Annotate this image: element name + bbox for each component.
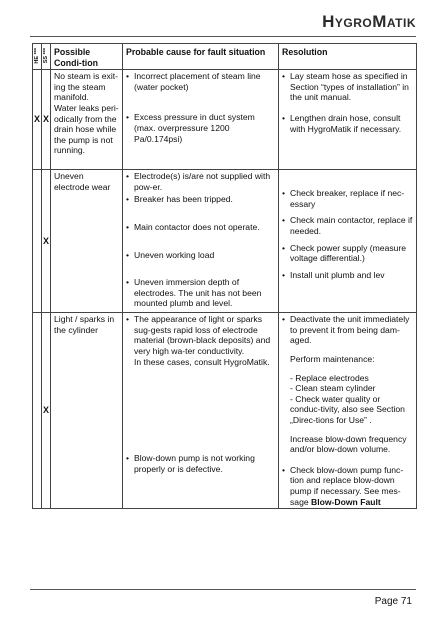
ss-mark: X xyxy=(42,170,51,313)
header-rule xyxy=(30,36,416,37)
col-he-header: HE *** xyxy=(33,44,42,70)
cause-cell: • The appearance of light or sparks sug-gests rapid loss of electrode material (brown-black deposits) and very high wa-ter conductivity. In these cases, consult HygroMatik. • Blow-down pump is not working properly or is defective. xyxy=(123,313,279,509)
blow-down-fault-label: Blow-Down Fault xyxy=(311,496,381,507)
table-header-row xyxy=(33,44,417,70)
page-number: Page 71 xyxy=(374,596,412,607)
cause-cell: • Electrode(s) is/are not supplied with pow-er. • Breaker has been tripped. • Main contactor does not operate. • Uneven working load • Uneven immersion depth of electrodes. The unit has not been mounted plumb and level. xyxy=(123,170,279,313)
he-mark: X xyxy=(33,70,42,170)
hygromatik-logo: HYGROMATIK xyxy=(322,12,416,31)
col-resolution-header: Resolution xyxy=(279,44,417,70)
resolution-cell: • Check breaker, replace if nec-essary • Check main contactor, replace if needed. • Check power supply (measure voltage differential.) • Install unit plumb and lev xyxy=(279,170,417,313)
condition-cell: No steam is exit-ing the steam manifold. Water leaks peri-odically from the drain hose while the pump is not running. xyxy=(51,70,123,170)
col-ss-header: SS *** xyxy=(42,44,51,70)
col-cause-header: Probable cause for fault situation xyxy=(123,44,279,70)
condition-cell: Uneven electrode wear xyxy=(51,170,123,313)
table-row xyxy=(33,70,417,170)
ss-mark: X xyxy=(42,70,51,170)
table-row xyxy=(33,170,417,313)
footer-rule xyxy=(30,589,416,590)
cause-cell: • Incorrect placement of steam line (water pocket) • Excess pressure in duct system (max. overpressure 1200 Pa/0.174psi) xyxy=(123,70,279,170)
resolution-cell: • Deactivate the unit immediately to prevent it from being dam-aged. Perform maintenance: - Replace electrodes - Clean steam cylinder - Check water quality or conduc-tivity, also see Section „Direc-tions for Use” . Increase blow-down frequency and/or blow-down volume. • Check blow-down pump func-tion and replace blow-down pump if necessary. See mes-sage Blow-Down Fault xyxy=(279,313,417,509)
he-mark xyxy=(33,313,42,509)
resolution-cell: • Lay steam hose as specified in Section “types of installation” in the unit manual. • Lengthen drain hose, consult with HygroMatik if necessary. xyxy=(279,70,417,170)
col-condition-header: Possible Condi-tion xyxy=(51,44,123,70)
condition-cell: Light / sparks in the cylinder xyxy=(51,313,123,509)
table-row xyxy=(33,313,417,509)
troubleshooting-table xyxy=(32,43,417,509)
he-mark xyxy=(33,170,42,313)
ss-mark: X xyxy=(42,313,51,509)
